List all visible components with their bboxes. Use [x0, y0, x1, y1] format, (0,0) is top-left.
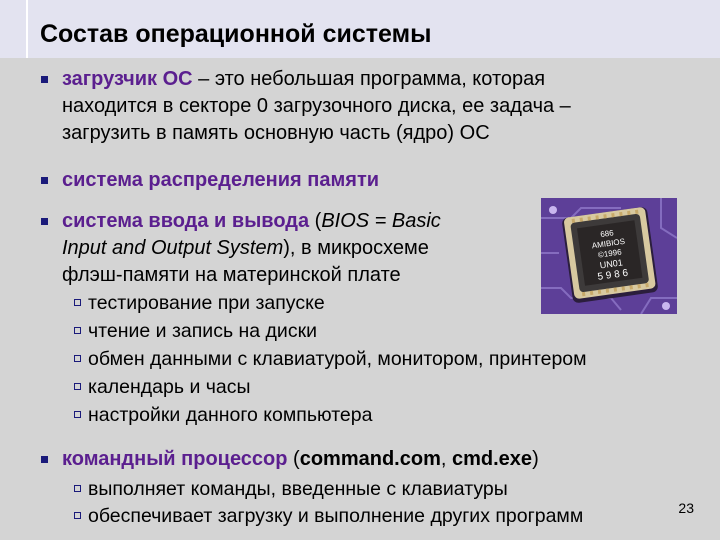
- bullet-text: ,: [440, 448, 452, 470]
- bullet-text: ): [532, 448, 539, 470]
- chip-label-line: 5 9 8 6: [596, 267, 629, 283]
- bullet-square-icon: [41, 177, 48, 184]
- sub-item: обмен данными с клавиатурой, монитором, принтером: [88, 348, 587, 370]
- sub-bullet-square-icon: [74, 299, 81, 306]
- bullet-square-icon: [41, 218, 48, 225]
- command-name: cmd.exe: [452, 448, 533, 470]
- sub-item: настройки данного компьютера: [88, 404, 373, 426]
- sub-item: выполняет команды, введенные с клавиатуры: [88, 478, 508, 500]
- chip-label-line: ©1996: [597, 247, 623, 260]
- bullet-text: – это небольшая программа, которая: [192, 68, 546, 90]
- bullet-bootloader-line2: находится в секторе 0 загрузочного диска, ее задача –: [62, 95, 571, 117]
- slide-title: Состав операционной системы: [40, 20, 432, 48]
- bullet-square-icon: [41, 456, 48, 463]
- sub-item: календарь и часы: [88, 376, 251, 398]
- bullet-io-line2: [62, 235, 429, 262]
- bullet-bootloader-line1: [62, 66, 545, 93]
- bullet-text: (: [309, 210, 322, 232]
- bullet-text: (: [287, 448, 300, 470]
- bullet-bootloader-line3: загрузить в память основную часть (ядро) ОС: [62, 122, 490, 144]
- sub-bullet-square-icon: [74, 411, 81, 418]
- bullet-io-line3: флэш-памяти на материнской плате: [62, 264, 401, 286]
- sub-bullet-square-icon: [74, 383, 81, 390]
- bullet-text-italic: BIOS = Basic: [321, 210, 441, 232]
- chip-label-line: AMIBIOS: [591, 236, 626, 251]
- chip-icon: [541, 198, 677, 314]
- bullet-square-icon: [41, 76, 48, 83]
- sub-item: чтение и запись на диски: [88, 320, 317, 342]
- sub-bullet-square-icon: [74, 327, 81, 334]
- sub-item: обеспечивает загрузку и выполнение других программ: [88, 505, 584, 527]
- page-number: 23: [678, 500, 694, 516]
- sub-bullet-square-icon: [74, 485, 81, 492]
- bullet-term: командный процессор: [62, 448, 288, 470]
- bullet-io-line1: [62, 208, 441, 235]
- bullet-text: ), в микросхеме: [283, 237, 429, 259]
- bullet-term: система ввода и вывода: [62, 210, 310, 232]
- bullet-term: загрузчик ОС: [62, 68, 193, 90]
- sub-item: тестирование при запуске: [88, 292, 325, 314]
- chip-label-line: 686: [599, 228, 615, 240]
- sub-bullet-square-icon: [74, 512, 81, 519]
- title-accent-line: [26, 0, 28, 58]
- bios-chip-image: [541, 198, 677, 314]
- command-name: command.com: [299, 448, 441, 470]
- bullet-term: система распределения памяти: [62, 169, 380, 191]
- sub-bullet-square-icon: [74, 355, 81, 362]
- bullet-text-italic: Input and Output System: [62, 237, 284, 259]
- title-bar: [0, 0, 720, 58]
- chip-label-line: UN01: [599, 257, 624, 271]
- bullet-command-processor: [62, 446, 539, 473]
- bullet-memory: [62, 167, 379, 194]
